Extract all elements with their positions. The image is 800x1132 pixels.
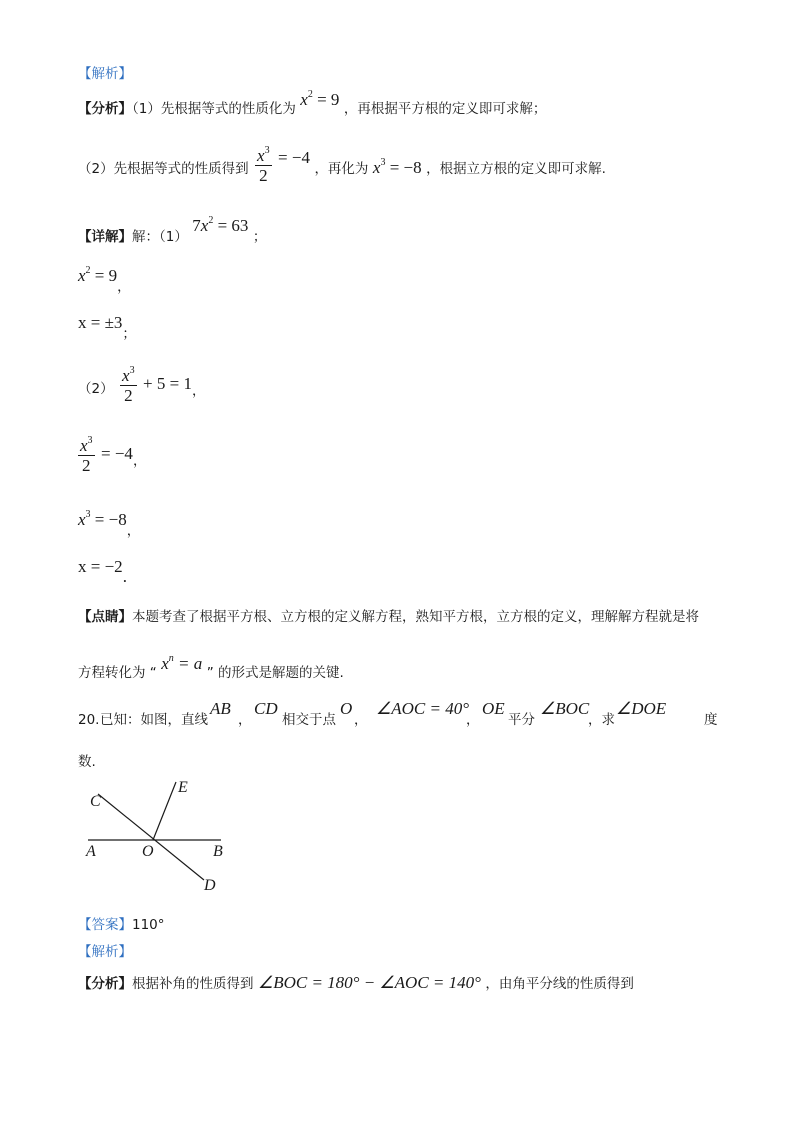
analysis-tag: 【解析】 <box>78 66 132 82</box>
detail-step-7: x = −2. <box>78 557 127 586</box>
fenxi-text-1a: （1）先根据等式的性质化为 <box>132 101 296 117</box>
answer-value: 110° <box>132 917 165 933</box>
answer-analysis-tag: 【解析】 <box>78 944 132 960</box>
question-20-end: 数. <box>78 754 96 770</box>
analysis-line-2: （2）先根据等式的性质得到 $\frac{x^3}{2}$ = −4 ，再化为 $x^3 = -8$ ，根据立方根的定义即可求解. <box>78 145 606 185</box>
label-o: O <box>142 843 154 860</box>
fenxi-eq-2: = −4 <box>278 148 310 167</box>
label-a: A <box>86 843 96 860</box>
detail-step-5: $\frac{x^3}{2}$ = −4， <box>80 435 147 475</box>
fenxi-tag: 【分析】 <box>78 101 132 117</box>
geometry-figure <box>78 772 238 898</box>
label-d: D <box>204 877 216 894</box>
fenxi-eq-1: = 9 <box>317 90 340 109</box>
dianjing-line-2: 方程转化为 “ $x^n = a$ ” 的形式是解题的关键. <box>78 653 344 681</box>
label-b: B <box>213 843 223 860</box>
label-c: C <box>90 793 101 810</box>
question-number: 20. <box>78 712 100 728</box>
ray-oe <box>153 782 176 840</box>
answer-tag: 【答案】 <box>78 917 132 933</box>
answer-line <box>78 918 165 933</box>
dianjing-line-1: 【点睛】本题考查了根据平方根、立方根的定义解方程，熟知平方根，立方根的定义，理解解方程就是将 <box>78 609 699 625</box>
detail-step-6: $x^3 = -8$， <box>78 509 141 539</box>
fenxi-text-2b: ，再化为 <box>314 161 369 177</box>
detail-step-3: x = ±3； <box>78 313 136 342</box>
fenxi-eq-3: = −8 <box>389 158 422 177</box>
line-cd <box>98 794 204 880</box>
detail-step-2: $x^2 = 9$， <box>78 265 131 295</box>
xiangjie-tag: 【详解】 <box>78 229 132 245</box>
question-20: 20. 已知：如图，直线 AB ， CD 相交于点 O ， ∠AOC = 40° ， OE 平分 ∠BOC ，求 ∠DOE 度 <box>78 699 718 728</box>
dianjing-tag: 【点睛】 <box>78 609 132 625</box>
fenxi-text-2c: ，根据立方根的定义即可求解. <box>426 161 606 177</box>
fenxi-text-2a: （2）先根据等式的性质得到 <box>78 161 249 177</box>
fenxi-text-1b: ，再根据平方根的定义即可求解； <box>343 101 547 117</box>
detail-line-1: 【详解】解：（1） $7x^2 = 63$ ； <box>78 215 267 245</box>
detail-step-4: （2） $\frac{x^3}{2}$ + 5 = 1， <box>78 365 206 405</box>
answer-analysis-line: 【分析】根据补角的性质得到 ∠BOC = 180° − ∠AOC = 140° ，由角平分线的性质得到 <box>78 973 634 992</box>
xiangjie-text: 解：（1） <box>132 229 188 245</box>
analysis-line-1: 【分析】（1）先根据等式的性质化为 $x^2 = 9$ ，再根据平方根的定义即可求解； <box>78 89 547 117</box>
label-e: E <box>178 779 188 796</box>
